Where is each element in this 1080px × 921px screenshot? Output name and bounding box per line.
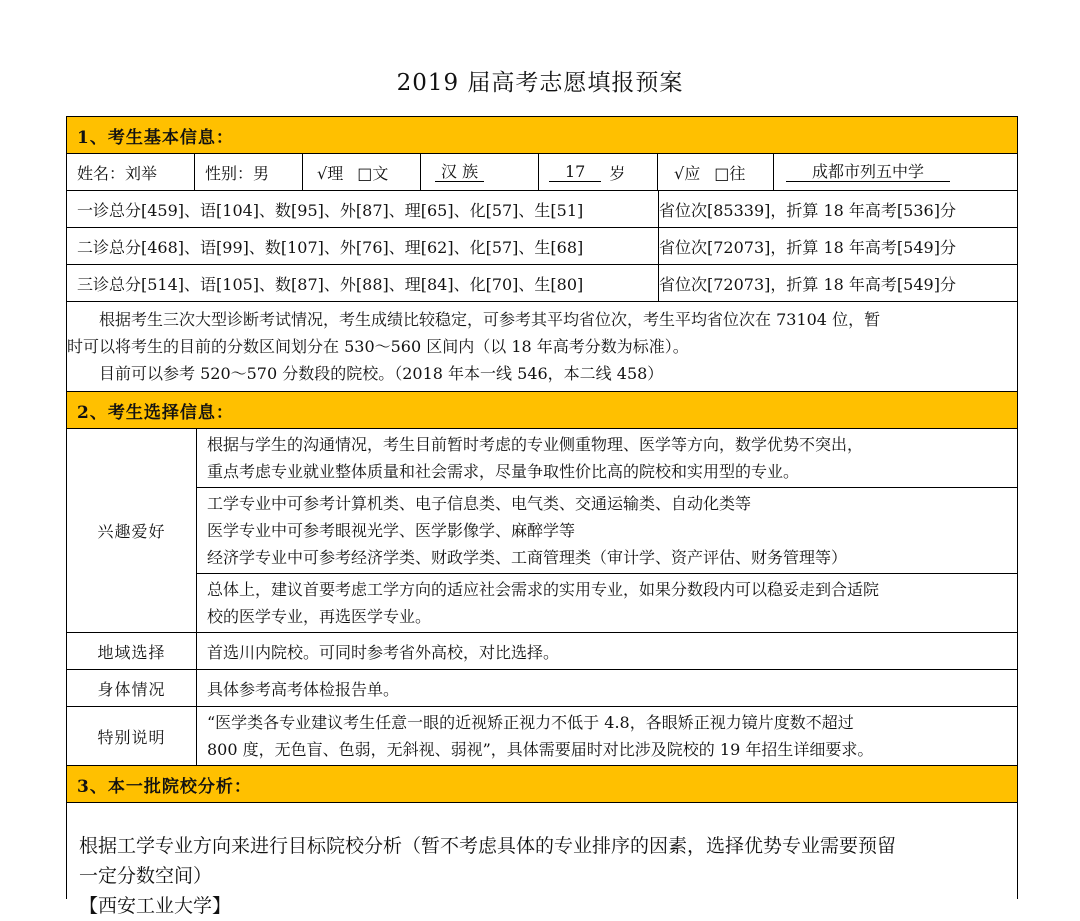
summary-line: 根据考生三次大型诊断考试情况，考生成绩比较稳定，可参考其平均省位次，考生平均省位次在 73104 位，暂 — [99, 310, 881, 329]
name-cell — [67, 154, 195, 190]
score-rank: 省位次[72073]，折算 18 年高考[549]分 — [659, 274, 956, 294]
score-detail: 三诊总分[514]、语[105]、数[87]、外[88]、理[84]、化[70]、生[80] — [67, 265, 659, 301]
section-heading: 3、本一批院校分析： — [77, 776, 252, 797]
interest-line: 工学专业中可参考计算机类、电子信息类、电气类、交通运输类、自动化类等 — [207, 494, 752, 513]
interest-line: 总体上，建议首要考虑工学方向的适应社会需求的实用专业，如果分数段内可以稳妥走到合适院 — [207, 580, 880, 599]
grad-past-check: □往 — [714, 163, 746, 183]
plan-table — [66, 116, 1018, 917]
student-name: 姓名：刘举 — [77, 163, 158, 183]
score-detail: 二诊总分[468]、语[99]、数[107]、外[76]、理[62]、化[57]、生[68] — [67, 228, 659, 264]
interest-content — [197, 429, 1017, 632]
analysis-body — [67, 803, 1017, 917]
basic-info-row — [67, 154, 1017, 191]
interest-line: 医学专业中可参考眼视光学、医学影像学、麻醉学等 — [207, 521, 576, 540]
score-detail: 一诊总分[459]、语[104]、数[95]、外[87]、理[65]、化[57]、生[51] — [67, 191, 659, 227]
special-note — [197, 707, 1017, 765]
interest-line: 经济学专业中可参考经济学类、财政学类、工商管理类（审计学、资产评估、财务管理等） — [207, 548, 848, 567]
ethnicity-value: 汉 族 — [435, 163, 484, 182]
grad-current-check: √应 — [674, 163, 701, 183]
ethnicity-cell — [421, 154, 539, 190]
gender-cell — [195, 154, 303, 190]
score-row-2 — [67, 228, 1017, 265]
region-row — [67, 633, 1017, 670]
region-label: 地域选择 — [67, 633, 197, 669]
special-label: 特别说明 — [67, 707, 197, 765]
health-row — [67, 670, 1017, 707]
section-heading: 1、考生基本信息： — [77, 127, 234, 148]
document-title: 2019 届高考志愿填报预案 — [396, 70, 684, 96]
school-name: 成都市列五中学 — [786, 163, 950, 182]
section-school-analysis-header — [67, 766, 1017, 803]
score-rank: 省位次[72073]，折算 18 年高考[549]分 — [659, 237, 956, 257]
special-line: 800 度，无色盲、色弱，无斜视、弱视”，具体需要届时对比涉及院校的 19 年招生详细要求。 — [207, 740, 874, 759]
subject-science-check: √理 — [317, 163, 344, 183]
analysis-line: 一定分数空间） — [79, 865, 213, 887]
special-row — [67, 707, 1017, 766]
school-cell — [774, 154, 1017, 190]
summary-paragraph — [67, 302, 880, 391]
interest-block — [197, 574, 1017, 632]
analysis-line: 根据工学专业方向来进行目标院校分析（暂不考虑具体的专业排序的因素，选择优势专业需要预留 — [79, 835, 897, 857]
age-unit: 岁 — [609, 163, 626, 183]
score-row-3 — [67, 265, 1017, 302]
summary-line: 时可以将考生的目前的分数区间划分在 530～560 区间内（以 18 年高考分数为标准）。 — [67, 337, 689, 356]
analysis-line: 【西安工业大学】 — [79, 895, 232, 917]
interest-line: 根据与学生的沟通情况，考生目前暂时考虑的专业侧重物理、医学等方向，数学优势不突出， — [207, 435, 864, 454]
interest-block — [197, 429, 1017, 488]
interest-label: 兴趣爱好 — [67, 429, 197, 632]
interest-block — [197, 488, 1017, 574]
section-basic-info-header — [67, 117, 1017, 154]
age-value: 17 — [549, 163, 601, 182]
score-row-1 — [67, 191, 1017, 228]
grad-status-cell — [658, 154, 774, 190]
analysis-text — [79, 831, 897, 917]
section-choice-info-header — [67, 392, 1017, 429]
region-text: 首选川内院校。可同时参考省外高校，对比选择。 — [207, 642, 560, 662]
interest-line: 校的医学专业，再选医学专业。 — [207, 607, 432, 626]
special-line: “医学类各专业建议考生任意一眼的近视矫正视力不低于 4.8，各眼矫正视力镜片度数不超过 — [207, 713, 854, 732]
score-rank: 省位次[85339]，折算 18 年高考[536]分 — [659, 200, 956, 220]
health-label: 身体情况 — [67, 670, 197, 706]
summary-line: 目前可以参考 520～570 分数段的院校。（2018 年本一线 546，本二线 458） — [99, 364, 664, 383]
interest-row — [67, 429, 1017, 633]
health-text: 具体参考高考体检报告单。 — [207, 679, 400, 699]
subject-arts-check: □文 — [357, 163, 389, 183]
special-content — [197, 707, 1017, 765]
section-heading: 2、考生选择信息： — [77, 402, 234, 423]
summary-row — [67, 302, 1017, 392]
student-gender: 性别：男 — [205, 163, 270, 183]
subject-cell — [303, 154, 421, 190]
age-cell — [539, 154, 658, 190]
interest-line: 重点考虑专业就业整体质量和社会需求，尽量争取性价比高的院校和实用型的专业。 — [207, 462, 800, 481]
